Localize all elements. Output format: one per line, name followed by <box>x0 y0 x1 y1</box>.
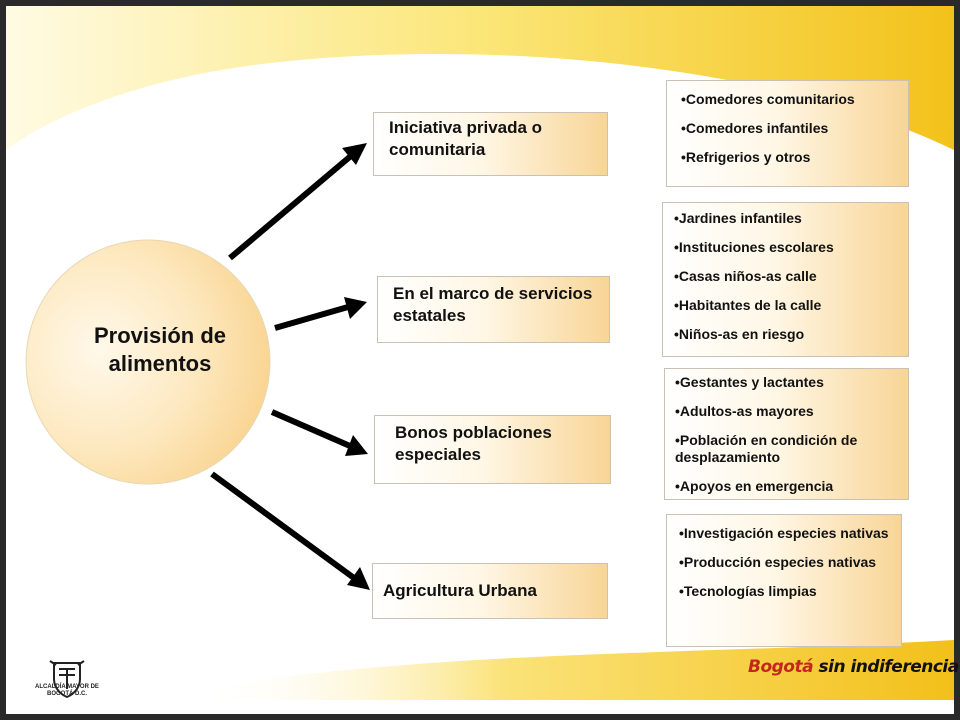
detail-list <box>675 374 900 495</box>
list-item: •Adultos-as mayores <box>675 403 814 419</box>
brand-part2: sin indiferencia <box>818 657 959 677</box>
list-item: •Casas niños-as calle <box>674 268 817 284</box>
list-item: •Instituciones escolares <box>674 239 834 255</box>
detail-box-private <box>666 80 909 187</box>
detail-list <box>681 91 909 166</box>
list-item: •Habitantes de la calle <box>674 297 822 313</box>
detail-list <box>674 210 906 343</box>
category-label: Agricultura Urbana <box>383 581 537 600</box>
brand-logo <box>748 657 959 677</box>
list-item: •Jardines infantiles <box>674 210 802 226</box>
center-title: Provisión de alimentos <box>93 323 227 376</box>
list-item: •Tecnologías limpias <box>679 583 817 599</box>
category-box-private <box>373 112 608 176</box>
category-box-state <box>377 276 610 343</box>
list-item: •Refrigerios y otros <box>681 149 811 165</box>
list-item: •Población en condición de desplazamiento <box>675 432 858 465</box>
detail-box-agricultura <box>666 514 902 647</box>
list-item: •Niños-as en riesgo <box>674 326 805 342</box>
list-item: •Comedores comunitarios <box>681 91 855 107</box>
category-label: En el marco de servicios estatales <box>393 284 593 325</box>
detail-box-state <box>662 202 909 357</box>
detail-box-bonos <box>664 368 909 500</box>
category-label: Iniciativa privada o comunitaria <box>389 118 543 159</box>
category-box-agricultura <box>372 563 608 619</box>
list-item: •Comedores infantiles <box>681 120 829 136</box>
list-item: •Gestantes y lactantes <box>675 374 824 390</box>
list-item: •Apoyos en emergencia <box>675 478 834 494</box>
coat-of-arms-icon <box>42 648 92 710</box>
brand-part1: Bogotá <box>748 657 814 677</box>
detail-list <box>679 525 901 600</box>
category-box-bonos <box>374 415 611 484</box>
category-label: Bonos poblaciones especiales <box>395 423 552 464</box>
list-item: •Producción especies nativas <box>679 554 877 570</box>
logo-text: ALCALDÍA MAYOR DE BOGOTÁ D.C. <box>35 684 99 697</box>
list-item: •Investigación especies nativas <box>679 525 889 541</box>
